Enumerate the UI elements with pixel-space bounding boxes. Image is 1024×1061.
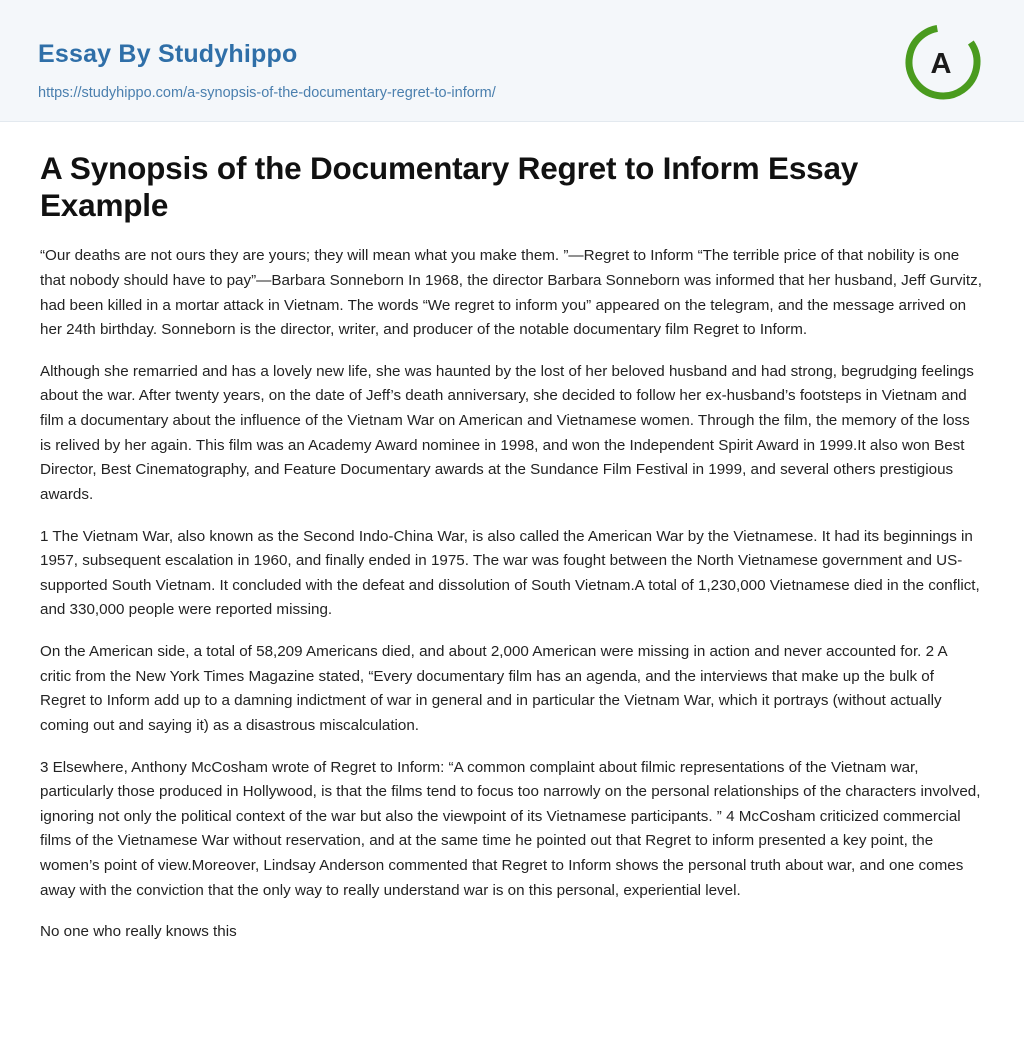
site-header	[0, 0, 1024, 122]
paragraph: On the American side, a total of 58,209 Americans died, and about 2,000 American were missing in action and never accounted for. 2 A critic from the New York Times Magazine stated, “Every documentary film has an agenda, and the interviews that make up the bulk of Regret to Inform add up to a damning indictment of war in general and in particular the Vietnam War, which it portrays (without actually coming out and saying it) as a disastrous miscalculation.	[40, 643, 947, 734]
site-url[interactable]: https://studyhippo.com/a-synopsis-of-the-documentary-regret-to-inform/	[38, 85, 496, 101]
paragraph: 1 The Vietnam War, also known as the Second Indo-China War, is also called the American War by the Vietnamese. It had its beginnings in 1957, subsequent escalation in 1960, and finally ended in 1975. The war was fought between the North Vietnamese government and US-supported South Vietnam. It concluded with the defeat and dissolution of South Vietnam.A total of 1,230,000 Vietnamese died in the conflict, and 330,000 people were reported missing.	[40, 527, 980, 619]
paragraph: No one who really knows this	[40, 923, 237, 941]
studyhippo-logo-icon	[900, 19, 986, 105]
paragraph: 3 Elsewhere, Anthony McCosham wrote of Regret to Inform: “A common complaint about filmic representations of the Vietnam war, particularly those produced in Hollywood, is that the films tend to focus too narrowly on the personal relationships of the characters involved, ignoring not only the political context of the war but also the viewpoint of its Vietnamese participants. ” 4 McCosham criticized commercial films of the Vietnamese War without reservation, and at the same time he pointed out that Regret to inform presented a key point, the women’s point of view.Moreover, Lindsay Anderson commented that Regret to Inform shows the personal truth about war, and one comes away with the conviction that the only way to really understand war is on this personal, experiential level.	[40, 758, 981, 899]
page-title: A Synopsis of the Documentary Regret to Inform Essay Example	[40, 150, 859, 224]
site-brand: Essay By Studyhippo	[38, 40, 298, 68]
article-body	[0, 122, 1024, 945]
paragraph: Although she remarried and has a lovely new life, she was haunted by the lost of her beloved husband and had strong, begrudging feelings about the war. After twenty years, on the date of Jeff’s death anniversary, she decided to follow her ex-husband’s footsteps in Vietnam and film a documentary about the influence of the Vietnam War on American and Vietnamese women. Through the film, the memory of the loss is relived by her again. This film was an Academy Award nominee in 1998, and won the Independent Spirit Award in 1999.It also won Best Director, Best Cinematography, and Feature Documentary awards at the Sundance Film Festival in 1999, and several others prestigious awards.	[40, 362, 974, 503]
svg-text:A: A	[930, 48, 952, 80]
paragraph: “Our deaths are not ours they are yours; they will mean what you make them. ”—Regret to Inform “The terrible price of that nobility is one that nobody should have to pay”—Barbara Sonneborn In 1968, the director Barbara Sonneborn was informed that her husband, Jeff Gurvitz, had been killed in a mortar attack in Vietnam. The words “We regret to inform you” appeared on the telegram, and the message arrived on her 24th birthday. Sonneborn is the director, writer, and producer of the notable documentary film Regret to Inform.	[40, 247, 982, 339]
